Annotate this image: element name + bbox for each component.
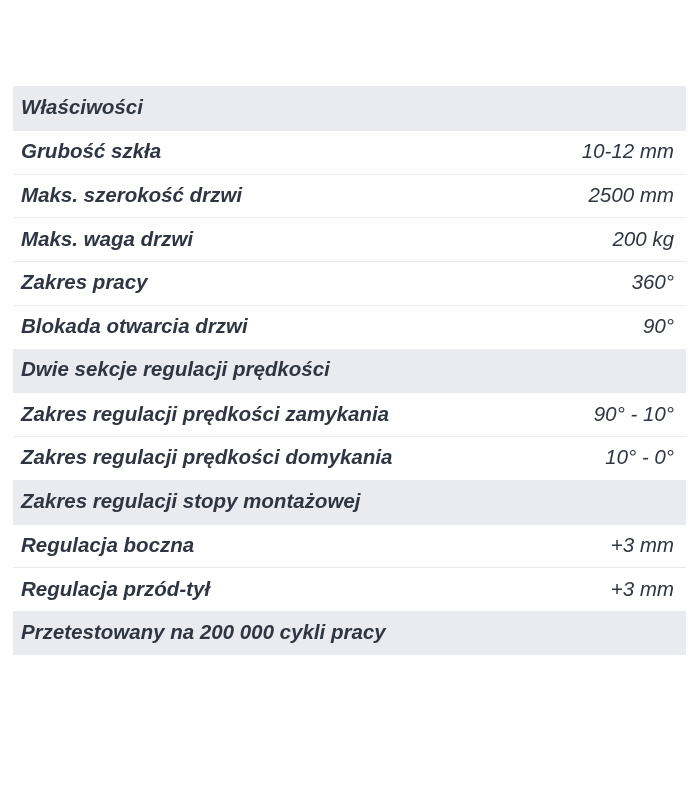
section-header-tested-cycles bbox=[13, 611, 686, 655]
table-row-working-range bbox=[13, 261, 686, 305]
section-header-properties bbox=[13, 86, 686, 130]
section-header-speed-adjustment bbox=[13, 349, 686, 393]
spec-table bbox=[13, 86, 686, 655]
row-value: +3 mm bbox=[610, 533, 674, 557]
section-header-mounting-adjustment bbox=[13, 480, 686, 524]
row-label: Dwie sekcje regulacji prędkości bbox=[21, 358, 330, 382]
row-label: Przetestowany na 200 000 cykli pracy bbox=[21, 620, 386, 644]
row-value: +3 mm bbox=[610, 577, 674, 601]
row-label: Właściwości bbox=[21, 95, 143, 119]
table-row-max-door-width bbox=[13, 174, 686, 218]
row-label: Blokada otwarcia drzwi bbox=[21, 315, 248, 339]
row-label: Zakres pracy bbox=[21, 271, 148, 295]
row-value: 90° bbox=[642, 315, 674, 339]
row-value: 360° bbox=[631, 271, 674, 295]
row-label: Zakres regulacji prędkości domykania bbox=[21, 446, 393, 470]
row-label: Zakres regulacji stopy montażowej bbox=[21, 489, 361, 513]
row-label: Regulacja boczna bbox=[21, 533, 195, 557]
row-label: Zakres regulacji prędkości zamykania bbox=[21, 402, 390, 426]
row-label: Maks. szerokość drzwi bbox=[21, 183, 243, 207]
table-row-side-adjustment bbox=[13, 524, 686, 568]
table-row-glass-thickness bbox=[13, 130, 686, 174]
table-row-max-door-weight bbox=[13, 217, 686, 261]
table-row-front-back-adjustment bbox=[13, 567, 686, 611]
table-row-latching-speed-range bbox=[13, 436, 686, 480]
row-label: Maks. waga drzwi bbox=[21, 227, 194, 251]
row-value: 10-12 mm bbox=[581, 140, 674, 164]
row-value: 90° - 10° bbox=[593, 402, 674, 426]
row-label: Regulacja przód-tył bbox=[21, 577, 211, 601]
row-value: 200 kg bbox=[612, 227, 674, 251]
row-value: 2500 mm bbox=[588, 183, 674, 207]
table-row-hold-open bbox=[13, 305, 686, 349]
row-label: Grubość szkła bbox=[21, 140, 162, 164]
table-row-closing-speed-range bbox=[13, 392, 686, 436]
row-value: 10° - 0° bbox=[605, 446, 674, 470]
